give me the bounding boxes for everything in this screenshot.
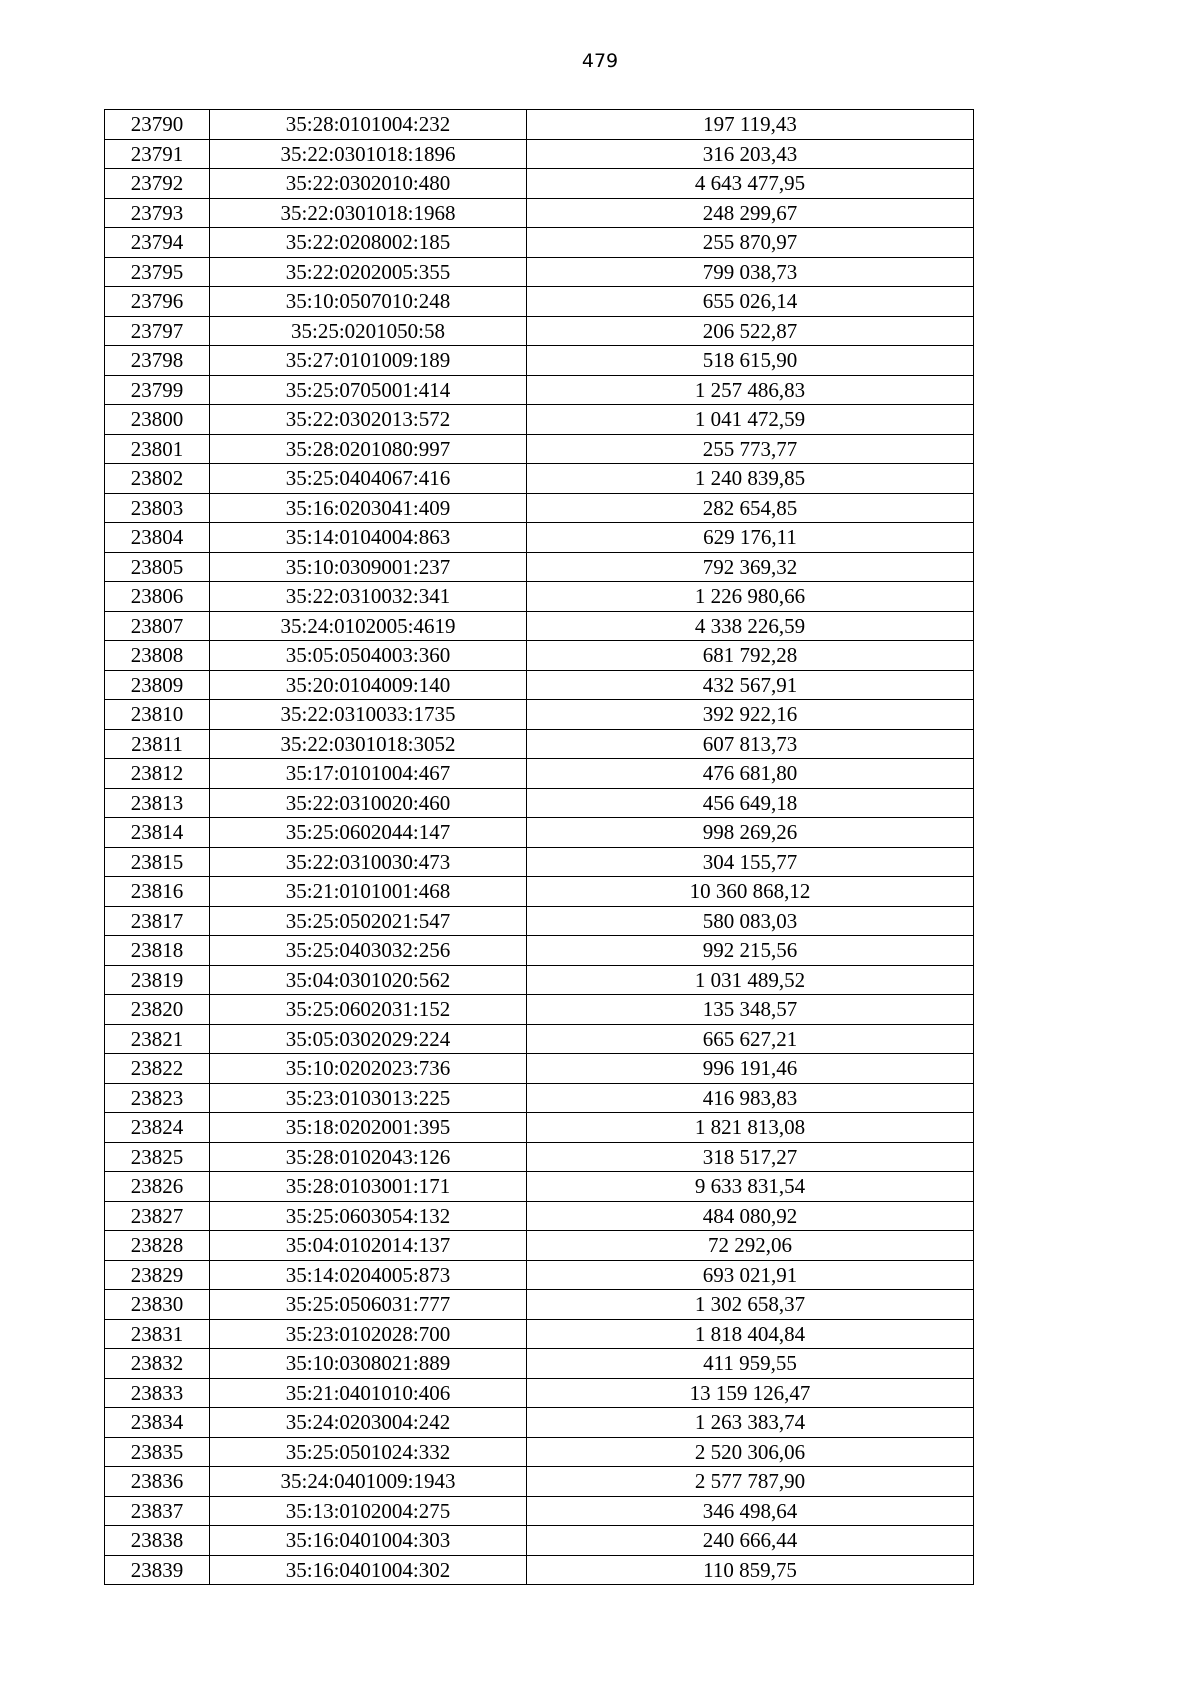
table-row (105, 346, 974, 376)
cadastral-number-cell: 35:04:0301020:562 (210, 965, 527, 995)
row-number-cell: 23790 (105, 110, 210, 140)
table-row (105, 788, 974, 818)
cadastral-value-cell: 580 083,03 (527, 906, 974, 936)
table-row (105, 139, 974, 169)
cadastral-number-cell: 35:16:0203041:409 (210, 493, 527, 523)
row-number-cell: 23836 (105, 1467, 210, 1497)
page-number: 479 (581, 50, 619, 72)
table-row (105, 1349, 974, 1379)
cadastral-number-cell: 35:22:0310033:1735 (210, 700, 527, 730)
cadastral-number-cell: 35:13:0102004:275 (210, 1496, 527, 1526)
table-row (105, 1555, 974, 1585)
table-row (105, 1319, 974, 1349)
cadastral-value-cell: 316 203,43 (527, 139, 974, 169)
cadastral-number-cell: 35:25:0602031:152 (210, 995, 527, 1025)
table-row (105, 287, 974, 317)
cadastral-number-cell: 35:23:0102028:700 (210, 1319, 527, 1349)
row-number-cell: 23807 (105, 611, 210, 641)
row-number-cell: 23828 (105, 1231, 210, 1261)
row-number-cell: 23835 (105, 1437, 210, 1467)
cadastral-number-cell: 35:20:0104009:140 (210, 670, 527, 700)
table-row (105, 995, 974, 1025)
cadastral-value-cell: 318 517,27 (527, 1142, 974, 1172)
cadastral-number-cell: 35:27:0101009:189 (210, 346, 527, 376)
cadastral-number-cell: 35:14:0204005:873 (210, 1260, 527, 1290)
row-number-cell: 23821 (105, 1024, 210, 1054)
row-number-cell: 23829 (105, 1260, 210, 1290)
cadastral-value-cell: 607 813,73 (527, 729, 974, 759)
cadastral-value-cell: 304 155,77 (527, 847, 974, 877)
row-number-cell: 23802 (105, 464, 210, 494)
table-row (105, 464, 974, 494)
cadastral-value-cell: 665 627,21 (527, 1024, 974, 1054)
row-number-cell: 23832 (105, 1349, 210, 1379)
cadastral-number-cell: 35:05:0504003:360 (210, 641, 527, 671)
cadastral-number-cell: 35:14:0104004:863 (210, 523, 527, 553)
row-number-cell: 23811 (105, 729, 210, 759)
row-number-cell: 23827 (105, 1201, 210, 1231)
cadastral-number-cell: 35:24:0203004:242 (210, 1408, 527, 1438)
table-row (105, 375, 974, 405)
cadastral-value-cell: 346 498,64 (527, 1496, 974, 1526)
cadastral-number-cell: 35:21:0101001:468 (210, 877, 527, 907)
table-body (105, 110, 974, 1585)
cadastral-value-cell: 72 292,06 (527, 1231, 974, 1261)
cadastral-number-cell: 35:24:0401009:1943 (210, 1467, 527, 1497)
table-row (105, 936, 974, 966)
row-number-cell: 23801 (105, 434, 210, 464)
cadastral-number-cell: 35:22:0302010:480 (210, 169, 527, 199)
cadastral-value-cell: 1 041 472,59 (527, 405, 974, 435)
cadastral-value-cell: 416 983,83 (527, 1083, 974, 1113)
cadastral-value-cell: 792 369,32 (527, 552, 974, 582)
row-number-cell: 23816 (105, 877, 210, 907)
row-number-cell: 23796 (105, 287, 210, 317)
table-row (105, 316, 974, 346)
cadastral-number-cell: 35:23:0103013:225 (210, 1083, 527, 1113)
row-number-cell: 23791 (105, 139, 210, 169)
cadastral-number-cell: 35:10:0308021:889 (210, 1349, 527, 1379)
row-number-cell: 23795 (105, 257, 210, 287)
cadastral-value-cell: 1 263 383,74 (527, 1408, 974, 1438)
cadastral-number-cell: 35:10:0202023:736 (210, 1054, 527, 1084)
cadastral-number-cell: 35:16:0401004:303 (210, 1526, 527, 1556)
cadastral-value-cell: 996 191,46 (527, 1054, 974, 1084)
row-number-cell: 23798 (105, 346, 210, 376)
row-number-cell: 23819 (105, 965, 210, 995)
table-row (105, 523, 974, 553)
table-row (105, 877, 974, 907)
cadastral-value-cell: 411 959,55 (527, 1349, 974, 1379)
row-number-cell: 23830 (105, 1290, 210, 1320)
cadastral-number-cell: 35:22:0301018:1896 (210, 139, 527, 169)
row-number-cell: 23820 (105, 995, 210, 1025)
cadastral-value-cell: 13 159 126,47 (527, 1378, 974, 1408)
cadastral-value-cell: 484 080,92 (527, 1201, 974, 1231)
cadastral-number-cell: 35:28:0101004:232 (210, 110, 527, 140)
row-number-cell: 23837 (105, 1496, 210, 1526)
cadastral-value-cell: 255 773,77 (527, 434, 974, 464)
cadastral-value-cell: 4 643 477,95 (527, 169, 974, 199)
table-row (105, 582, 974, 612)
cadastral-value-cell: 4 338 226,59 (527, 611, 974, 641)
cadastral-value-cell: 1 240 839,85 (527, 464, 974, 494)
cadastral-number-cell: 35:25:0502021:547 (210, 906, 527, 936)
row-number-cell: 23812 (105, 759, 210, 789)
cadastral-number-cell: 35:24:0102005:4619 (210, 611, 527, 641)
row-number-cell: 23793 (105, 198, 210, 228)
row-number-cell: 23817 (105, 906, 210, 936)
cadastral-value-cell: 1 818 404,84 (527, 1319, 974, 1349)
table-row (105, 198, 974, 228)
table-row (105, 1526, 974, 1556)
cadastral-value-cell: 2 577 787,90 (527, 1467, 974, 1497)
cadastral-number-cell: 35:22:0301018:3052 (210, 729, 527, 759)
cadastral-number-cell: 35:21:0401010:406 (210, 1378, 527, 1408)
table-row (105, 1024, 974, 1054)
table-row (105, 847, 974, 877)
cadastral-number-cell: 35:04:0102014:137 (210, 1231, 527, 1261)
cadastral-value-cell: 2 520 306,06 (527, 1437, 974, 1467)
cadastral-value-cell: 1 031 489,52 (527, 965, 974, 995)
cadastral-number-cell: 35:10:0309001:237 (210, 552, 527, 582)
table-row (105, 257, 974, 287)
table-row (105, 1437, 974, 1467)
cadastral-value-cell: 282 654,85 (527, 493, 974, 523)
table-row (105, 729, 974, 759)
row-number-cell: 23803 (105, 493, 210, 523)
cadastral-number-cell: 35:25:0201050:58 (210, 316, 527, 346)
table-row (105, 493, 974, 523)
cadastral-number-cell: 35:22:0202005:355 (210, 257, 527, 287)
row-number-cell: 23825 (105, 1142, 210, 1172)
cadastral-number-cell: 35:18:0202001:395 (210, 1113, 527, 1143)
row-number-cell: 23822 (105, 1054, 210, 1084)
table-row (105, 1172, 974, 1202)
row-number-cell: 23799 (105, 375, 210, 405)
table-row (105, 1054, 974, 1084)
cadastral-value-cell: 135 348,57 (527, 995, 974, 1025)
cadastral-number-cell: 35:22:0208002:185 (210, 228, 527, 258)
cadastral-number-cell: 35:16:0401004:302 (210, 1555, 527, 1585)
cadastral-number-cell: 35:25:0403032:256 (210, 936, 527, 966)
row-number-cell: 23831 (105, 1319, 210, 1349)
table-row (105, 965, 974, 995)
cadastral-value-cell: 1 257 486,83 (527, 375, 974, 405)
table-row (105, 1083, 974, 1113)
table-row (105, 1467, 974, 1497)
table-row (105, 1142, 974, 1172)
table-row (105, 611, 974, 641)
row-number-cell: 23805 (105, 552, 210, 582)
cadastral-value-cell: 1 821 813,08 (527, 1113, 974, 1143)
table-row (105, 670, 974, 700)
table-row (105, 1290, 974, 1320)
cadastral-value-cell: 998 269,26 (527, 818, 974, 848)
cadastral-value-cell: 110 859,75 (527, 1555, 974, 1585)
cadastral-number-cell: 35:10:0507010:248 (210, 287, 527, 317)
cadastral-value-cell: 248 299,67 (527, 198, 974, 228)
row-number-cell: 23826 (105, 1172, 210, 1202)
cadastral-value-cell: 693 021,91 (527, 1260, 974, 1290)
cadastral-value-cell: 518 615,90 (527, 346, 974, 376)
cadastral-number-cell: 35:22:0310030:473 (210, 847, 527, 877)
table-row (105, 759, 974, 789)
row-number-cell: 23800 (105, 405, 210, 435)
table-row (105, 1378, 974, 1408)
row-number-cell: 23838 (105, 1526, 210, 1556)
cadastral-value-cell: 681 792,28 (527, 641, 974, 671)
cadastral-number-cell: 35:25:0506031:777 (210, 1290, 527, 1320)
cadastral-number-cell: 35:25:0705001:414 (210, 375, 527, 405)
row-number-cell: 23834 (105, 1408, 210, 1438)
table-row (105, 641, 974, 671)
cadastral-number-cell: 35:25:0603054:132 (210, 1201, 527, 1231)
table-row (105, 906, 974, 936)
row-number-cell: 23818 (105, 936, 210, 966)
cadastral-value-cell: 629 176,11 (527, 523, 974, 553)
row-number-cell: 23808 (105, 641, 210, 671)
table-row (105, 405, 974, 435)
cadastral-number-cell: 35:05:0302029:224 (210, 1024, 527, 1054)
table-row (105, 434, 974, 464)
row-number-cell: 23815 (105, 847, 210, 877)
table-row (105, 1231, 974, 1261)
cadastral-number-cell: 35:28:0102043:126 (210, 1142, 527, 1172)
cadastral-value-cell: 799 038,73 (527, 257, 974, 287)
row-number-cell: 23809 (105, 670, 210, 700)
table-row (105, 552, 974, 582)
table-row (105, 1496, 974, 1526)
table-row (105, 818, 974, 848)
cadastral-number-cell: 35:22:0302013:572 (210, 405, 527, 435)
cadastral-value-cell: 9 633 831,54 (527, 1172, 974, 1202)
cadastral-value-cell: 1 302 658,37 (527, 1290, 974, 1320)
table-row (105, 228, 974, 258)
cadastral-value-cell: 255 870,97 (527, 228, 974, 258)
cadastral-value-cell: 476 681,80 (527, 759, 974, 789)
cadastral-number-cell: 35:25:0501024:332 (210, 1437, 527, 1467)
cadastral-number-cell: 35:25:0404067:416 (210, 464, 527, 494)
cadastral-value-cell: 392 922,16 (527, 700, 974, 730)
cadastral-value-cell: 206 522,87 (527, 316, 974, 346)
row-number-cell: 23814 (105, 818, 210, 848)
table-row (105, 1260, 974, 1290)
row-number-cell: 23839 (105, 1555, 210, 1585)
cadastral-number-cell: 35:22:0310020:460 (210, 788, 527, 818)
cadastral-value-cell: 432 567,91 (527, 670, 974, 700)
row-number-cell: 23804 (105, 523, 210, 553)
cadastral-number-cell: 35:22:0301018:1968 (210, 198, 527, 228)
cadastral-value-table (104, 109, 974, 1585)
cadastral-value-cell: 456 649,18 (527, 788, 974, 818)
table-row (105, 1113, 974, 1143)
row-number-cell: 23794 (105, 228, 210, 258)
row-number-cell: 23824 (105, 1113, 210, 1143)
row-number-cell: 23797 (105, 316, 210, 346)
table-row (105, 169, 974, 199)
cadastral-value-cell: 10 360 868,12 (527, 877, 974, 907)
cadastral-value-cell: 1 226 980,66 (527, 582, 974, 612)
cadastral-number-cell: 35:22:0310032:341 (210, 582, 527, 612)
cadastral-number-cell: 35:28:0103001:171 (210, 1172, 527, 1202)
table-row (105, 1408, 974, 1438)
row-number-cell: 23833 (105, 1378, 210, 1408)
row-number-cell: 23792 (105, 169, 210, 199)
row-number-cell: 23810 (105, 700, 210, 730)
row-number-cell: 23813 (105, 788, 210, 818)
row-number-cell: 23823 (105, 1083, 210, 1113)
table-row (105, 110, 974, 140)
table-row (105, 700, 974, 730)
cadastral-number-cell: 35:28:0201080:997 (210, 434, 527, 464)
cadastral-value-cell: 655 026,14 (527, 287, 974, 317)
table-row (105, 1201, 974, 1231)
cadastral-number-cell: 35:25:0602044:147 (210, 818, 527, 848)
cadastral-value-cell: 992 215,56 (527, 936, 974, 966)
cadastral-number-cell: 35:17:0101004:467 (210, 759, 527, 789)
cadastral-value-cell: 240 666,44 (527, 1526, 974, 1556)
row-number-cell: 23806 (105, 582, 210, 612)
cadastral-value-cell: 197 119,43 (527, 110, 974, 140)
